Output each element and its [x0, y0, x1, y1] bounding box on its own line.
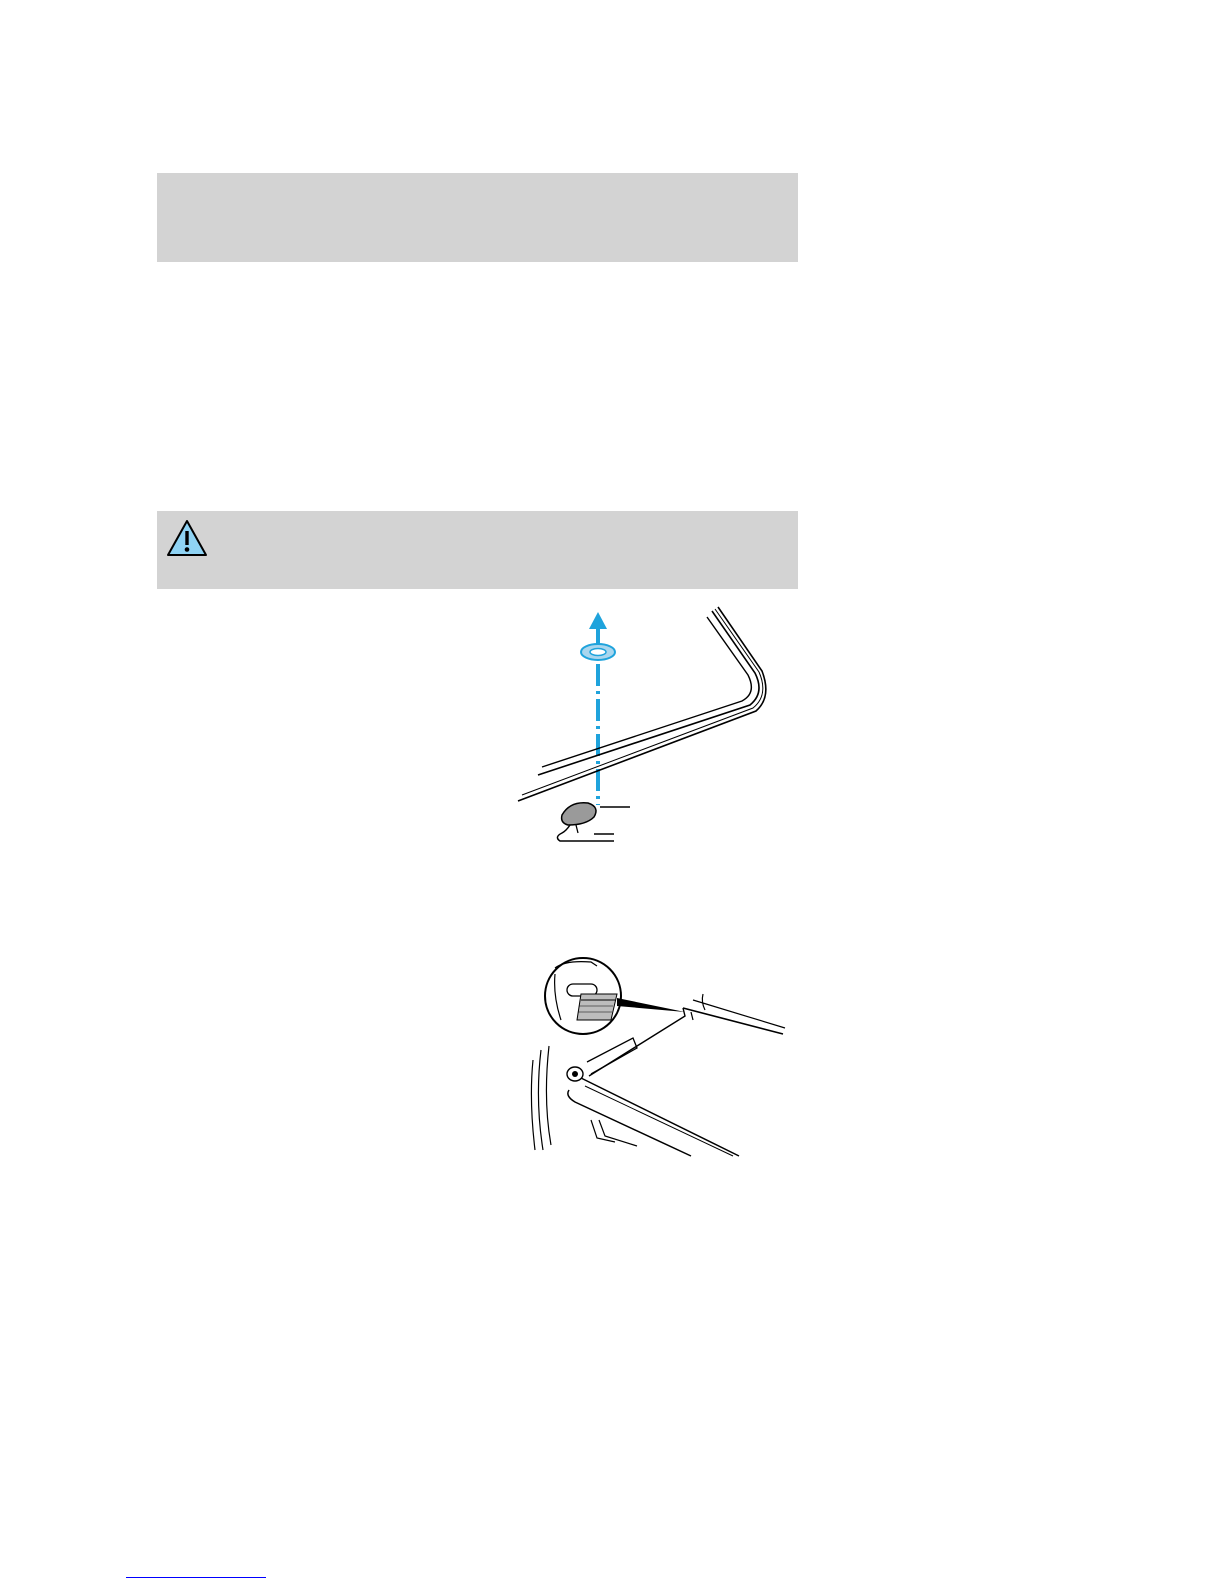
- warning-triangle-icon: [165, 518, 209, 558]
- warning-box: [157, 511, 798, 589]
- arrow-up-icon: [589, 612, 607, 629]
- footer-link-underline[interactable]: [126, 1577, 266, 1578]
- crossbar-release-tab-illustration: [525, 950, 795, 1160]
- roof-crossbar-removal-illustration: [510, 605, 800, 850]
- header-band: [157, 173, 798, 262]
